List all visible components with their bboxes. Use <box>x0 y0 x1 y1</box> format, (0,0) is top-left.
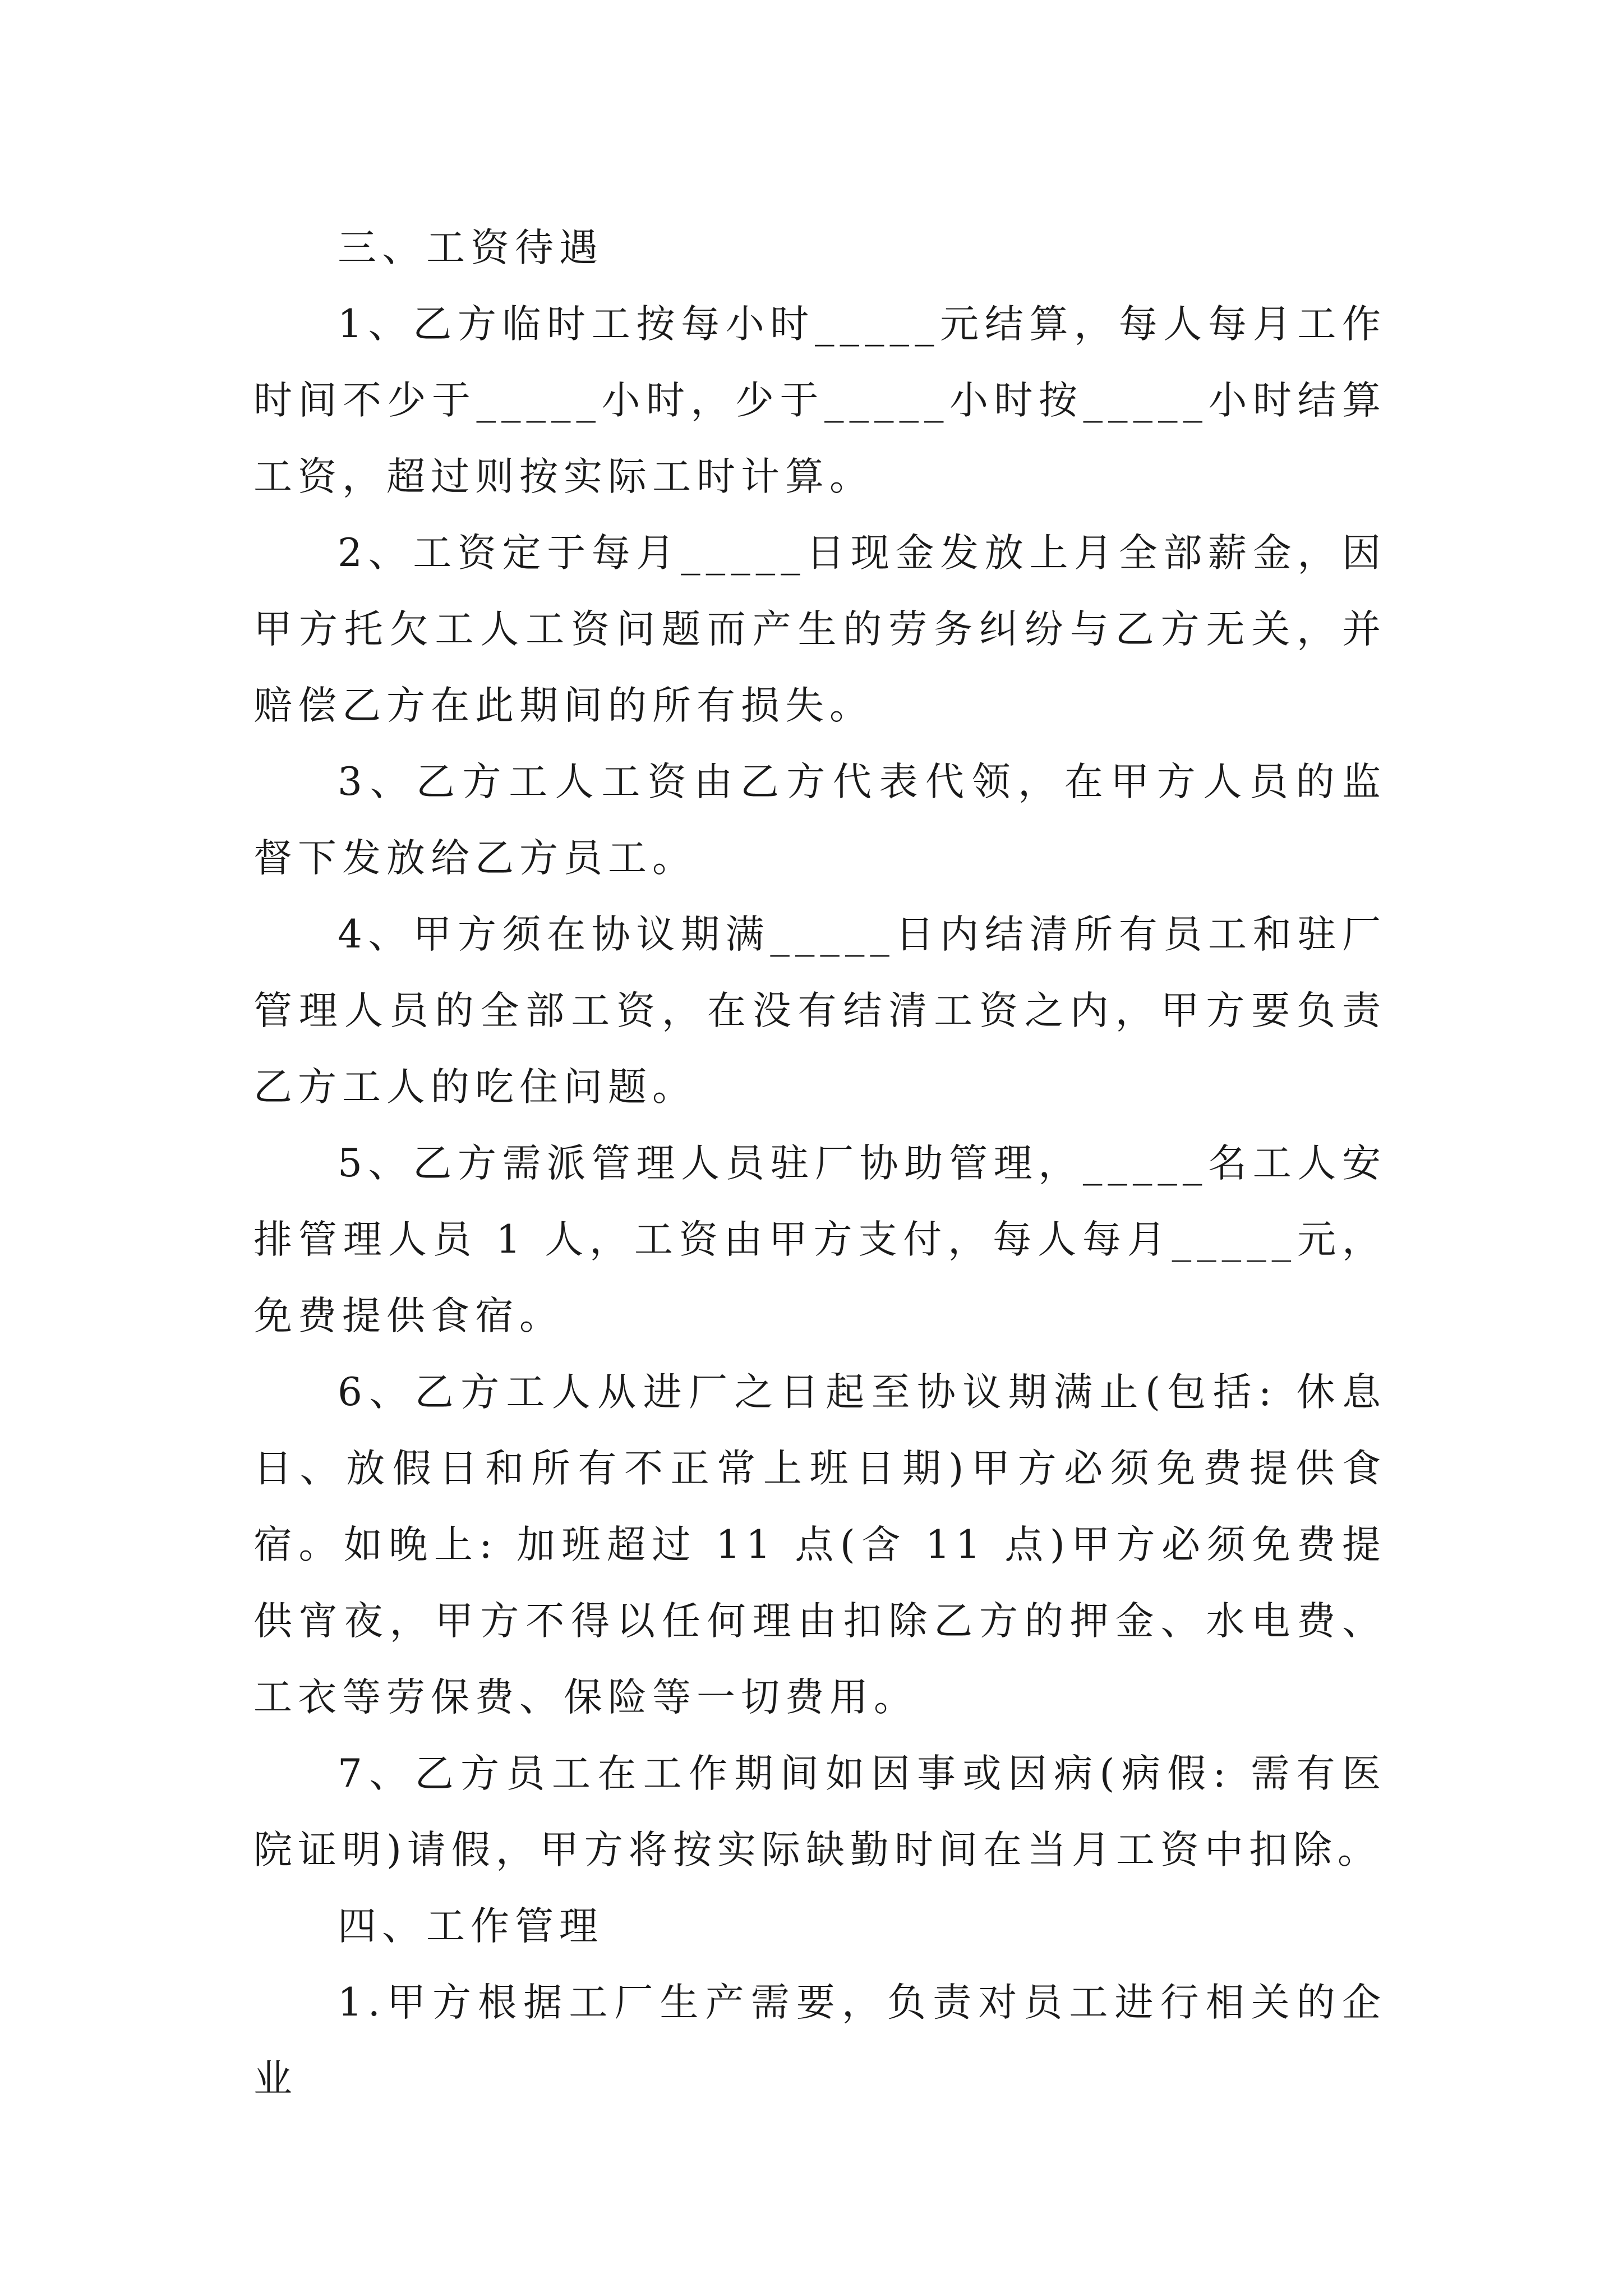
document-body <box>253 210 1386 2117</box>
section-heading-wages: 三、工资待遇 <box>338 226 603 270</box>
clause-paragraph: 6、乙方工人从进厂之日起至协议期满止(包括: 休息日、放假日和所有不正常上班日期)甲方必须免费提供食宿。如晚上: 加班超过 11 点(含 11 点)甲方必须免费提供宵夜，甲方不得以任何理由扣除乙方的押金、水电费、工衣等劳保费、保险等一切费用。 <box>253 1370 1386 1720</box>
clause-paragraph: 5、乙方需派管理人员驻厂协助管理，_____名工人安排管理人员 1 人，工资由甲方支付，每人每月_____元，免费提供食宿。 <box>253 1141 1386 1338</box>
clause-paragraph: 7、乙方员工在工作期间如因事或因病(病假: 需有医院证明)请假，甲方将按实际缺勤时间在当月工资中扣除。 <box>253 1751 1386 1872</box>
clause-paragraph: 1.甲方根据工厂生产需要，负责对员工进行相关的企业 <box>253 1980 1386 2101</box>
clause-paragraph: 3、乙方工人工资由乙方代表代领，在甲方人员的监督下发放给乙方员工。 <box>253 760 1386 881</box>
clause-paragraph: 2、工资定于每月_____日现金发放上月全部薪金，因甲方托欠工人工资问题而产生的劳务纠纷与乙方无关，并赔偿乙方在此期间的所有损失。 <box>253 531 1386 728</box>
clause-paragraph: 4、甲方须在协议期满_____日内结清所有员工和驻厂管理人员的全部工资，在没有结清工资之内，甲方要负责乙方工人的吃住问题。 <box>253 912 1386 1110</box>
section-heading-management: 四、工作管理 <box>338 1904 603 1949</box>
clause-paragraph: 1、乙方临时工按每小时_____元结算，每人每月工作时间不少于_____小时，少于_____小时按_____小时结算工资，超过则按实际工时计算。 <box>253 302 1386 499</box>
